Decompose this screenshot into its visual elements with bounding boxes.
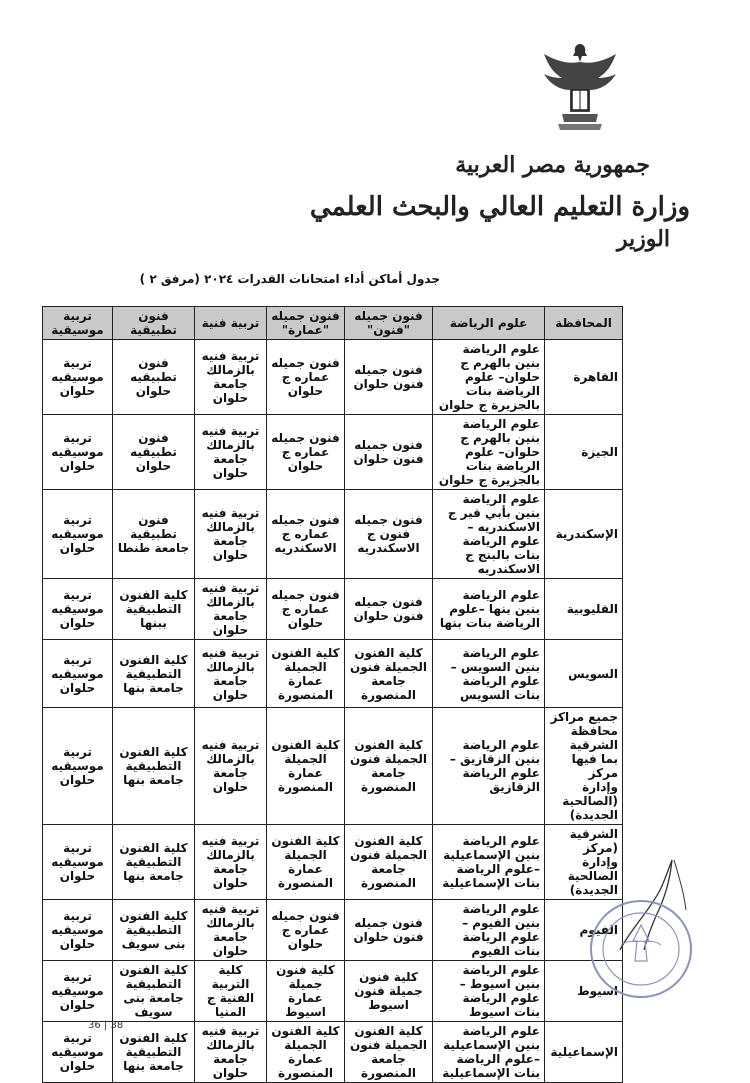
table-cell: تربية فنيه بالزمالك جامعة حلوان [195, 825, 267, 900]
table-row [43, 900, 623, 961]
governorate-cell: الجيزة [545, 415, 623, 490]
table-row [43, 340, 623, 415]
table-cell: تربية فنيه بالزمالك جامعة حلوان [195, 415, 267, 490]
table-cell: كلية الفنون التطبيقية بنى سويف [113, 900, 195, 961]
table-cell: فنون جميله فنون حلوان [345, 340, 433, 415]
table-cell: تربية فنيه بالزمالك جامعة حلوان [195, 340, 267, 415]
table-cell: علوم الرياضة بنين الزقازيق – علوم الرياضة الزقازيق [433, 708, 545, 825]
table-cell: كلية فنون جميلة عمارة اسيوط [267, 961, 345, 1022]
minister-title: الوزير [616, 226, 670, 252]
table-row [43, 1022, 623, 1083]
table-cell: تربية موسيقيه حلوان [43, 825, 113, 900]
table-cell: كلية الفنون الجميلة فنون جامعة المنصورة [345, 825, 433, 900]
table-cell: تربية موسيقيه حلوان [43, 579, 113, 640]
table-cell: كلية فنون جميلة فنون اسيوط [345, 961, 433, 1022]
column-header: المحافظة [545, 307, 623, 340]
table-cell: كلية الفنون الجميلة عمارة المنصورة [267, 825, 345, 900]
table-cell: علوم الرياضة بنين بالهرم ج حلوان– علوم الرياضة بنات بالجزيرة ج حلوان [433, 340, 545, 415]
table-cell: فنون جميله فنون حلوان [345, 900, 433, 961]
governorate-cell: الإسماعيلية [545, 1022, 623, 1083]
table-cell: كلية الفنون الجميلة فنون جامعة المنصورة [345, 708, 433, 825]
table-row [43, 579, 623, 640]
column-header: تربية فنية [195, 307, 267, 340]
table-cell: علوم الرياضة بنين الفيوم –علوم الرياضة بنات الفيوم [433, 900, 545, 961]
governorate-cell: القاهرة [545, 340, 623, 415]
table-row [43, 825, 623, 900]
table-cell: فنون تطبيقيه حلوان [113, 415, 195, 490]
table-cell: فنون جميله فنون حلوان [345, 415, 433, 490]
table-cell: تربية فنيه بالزمالك جامعة حلوان [195, 1022, 267, 1083]
table-cell: تربية موسيقيه حلوان [43, 900, 113, 961]
official-stamp-icon [585, 895, 697, 1003]
column-header: فنون تطبيقية [113, 307, 195, 340]
column-header: فنون جميله "عمارة" [267, 307, 345, 340]
table-cell: علوم الرياضة بنين بنها –علوم الرياضة بنات بنها [433, 579, 545, 640]
table-cell: فنون جميله فنون ج الاسكندريه [345, 490, 433, 579]
table-cell: فنون جميله عماره ج حلوان [267, 415, 345, 490]
governorate-cell: السويس [545, 640, 623, 708]
country-name: جمهورية مصر العربية [455, 152, 650, 178]
table-header-row [43, 307, 623, 340]
table-row [43, 490, 623, 579]
table-cell: فنون تطبيقيه حلوان [113, 340, 195, 415]
exam-locations-table [42, 306, 623, 1083]
column-header: علوم الرياضة [433, 307, 545, 340]
table-cell: علوم الرياضة بنين بالهرم ج حلوان– علوم الرياضة بنات بالجزيرة ج حلوان [433, 415, 545, 490]
table-row [43, 961, 623, 1022]
table-cell: تربية موسيقيه حلوان [43, 708, 113, 825]
table-cell: تربية موسيقيه حلوان [43, 1022, 113, 1083]
table-cell: كلية الفنون الجميلة عمارة المنصورة [267, 1022, 345, 1083]
table-cell: كلية الفنون الجميلة فنون جامعة المنصورة [345, 640, 433, 708]
table-cell: تربية موسيقيه حلوان [43, 961, 113, 1022]
table-cell: تربية فنيه بالزمالك جامعة حلوان [195, 900, 267, 961]
table-row [43, 708, 623, 825]
table-cell: كلية الفنون الجميلة عمارة المنصورة [267, 640, 345, 708]
governorate-cell: جميع مراكز محافظة الشرقية بما فيها مركز وإدارة (الصالحية الجديدة) [545, 708, 623, 825]
table-cell: كلية الفنون التطبيقية جامعة بنها [113, 708, 195, 825]
table-cell: علوم الرياضة بنين السويس –علوم الرياضة بنات السويس [433, 640, 545, 708]
table-cell: فنون جميله فنون حلوان [345, 579, 433, 640]
table-cell: تربية فنيه بالزمالك جامعة حلوان [195, 490, 267, 579]
governorate-cell: الفيوم [545, 900, 623, 961]
table-cell: تربية فنيه بالزمالك جامعة حلوان [195, 579, 267, 640]
table-cell: كلية الفنون الجميلة عمارة المنصورة [267, 708, 345, 825]
table-cell: كلية الفنون التطبيقية جامعة بنها [113, 1022, 195, 1083]
governorate-cell: القليوبية [545, 579, 623, 640]
table-cell: فنون تطبيقية جامعة طنطا [113, 490, 195, 579]
table-cell: علوم الرياضة بنين بأبي قير ج الاسكندريه – علوم الرياضة بنات بالبنج ج الاسكندريه [433, 490, 545, 579]
table-cell: تربية موسيقيه حلوان [43, 340, 113, 415]
page-number: 36 | 38 [88, 1020, 124, 1031]
table-cell: فنون جميله عماره ج حلوان [267, 900, 345, 961]
table-cell: تربية موسيقيه حلوان [43, 490, 113, 579]
table-cell: تربية موسيقيه حلوان [43, 415, 113, 490]
table-cell: علوم الرياضة بنين الإسماعيلية –علوم الرياضة بنات الإسماعيلية [433, 1022, 545, 1083]
table-title: جدول أماكن أداء امتحانات القدرات ٢٠٢٤ (مرفق ٢ ) [139, 272, 440, 286]
column-header: فنون جميله "فنون" [345, 307, 433, 340]
letterhead [309, 30, 700, 252]
ministry-name: وزارة التعليم العالي والبحث العلمي [309, 192, 690, 222]
table-cell: علوم الرياضة بنين اسيوط –علوم الرياضة بنات اسيوط [433, 961, 545, 1022]
governorate-cell: اسيوط [545, 961, 623, 1022]
table-cell: كلية الفنون التطبيقية جامعة بنها [113, 640, 195, 708]
table-cell: تربية فنيه بالزمالك جامعة حلوان [195, 708, 267, 825]
governorate-cell: الإسكندرية [545, 490, 623, 579]
table-cell: تربية فنيه بالزمالك جامعة حلوان [195, 640, 267, 708]
governorate-cell: الشرقية (مركز وإدارة الصالحية الجديدة) [545, 825, 623, 900]
column-header: تربية موسيقية [43, 307, 113, 340]
table-cell: كلية الفنون الجميلة فنون جامعة المنصورة [345, 1022, 433, 1083]
table-cell: علوم الرياضة بنين الإسماعيلية –علوم الرياضة بنات الإسماعيلية [433, 825, 545, 900]
eagle-emblem-icon [540, 40, 620, 135]
table-cell: فنون جميله عماره ج حلوان [267, 340, 345, 415]
table-cell: كلية التربية الفنية ج المنيا [195, 961, 267, 1022]
table-cell: فنون جميله عماره ج الاسكندريه [267, 490, 345, 579]
table-cell: كلية الفنون التطبيقية ببنها [113, 579, 195, 640]
table-row [43, 415, 623, 490]
table-cell: فنون جميله عماره ج حلوان [267, 579, 345, 640]
table-cell: تربية موسيقيه حلوان [43, 640, 113, 708]
table-row [43, 640, 623, 708]
table-cell: كلية الفنون التطبيقية جامعة بنى سويف [113, 961, 195, 1022]
table-cell: كلية الفنون التطبيقية جامعة بنها [113, 825, 195, 900]
